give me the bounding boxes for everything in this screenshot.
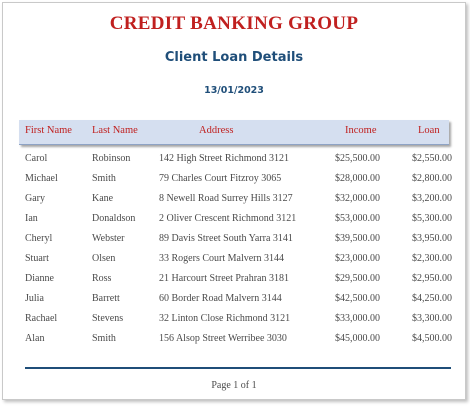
table-row [3, 193, 465, 213]
cell-loan: $2,950.00 [412, 273, 452, 284]
cell-first-name: Rachael [25, 313, 58, 324]
header-first-name: First Name [25, 125, 72, 136]
header-last-name: Last Name [92, 125, 138, 136]
table-row [3, 173, 465, 193]
cell-first-name: Ian [25, 213, 38, 224]
cell-address: 142 High Street Richmond 3121 [159, 153, 289, 164]
cell-last-name: Donaldson [92, 213, 136, 224]
cell-loan: $4,500.00 [412, 333, 452, 344]
cell-last-name: Ross [92, 273, 112, 284]
report-title: Client Loan Details [164, 50, 304, 65]
cell-loan: $3,200.00 [412, 193, 452, 204]
cell-loan: $2,300.00 [412, 253, 452, 264]
table-row [3, 273, 465, 293]
cell-income: $33,000.00 [335, 313, 380, 324]
header-address: Address [199, 125, 234, 136]
cell-address: 89 Davis Street South Yarra 3141 [159, 233, 293, 244]
header-loan: Loan [418, 125, 440, 136]
cell-income: $39,500.00 [335, 233, 380, 244]
cell-loan: $3,300.00 [412, 313, 452, 324]
cell-address: 32 Linton Close Richmond 3121 [159, 313, 291, 324]
cell-address: 79 Charles Court Fitzroy 3065 [159, 173, 282, 184]
cell-address: 60 Border Road Malvern 3144 [159, 293, 282, 304]
cell-address: 21 Harcourt Street Prahran 3181 [159, 273, 289, 284]
cell-address: 33 Rogers Court Malvern 3144 [159, 253, 284, 264]
cell-income: $25,500.00 [335, 153, 380, 164]
cell-last-name: Smith [92, 333, 116, 344]
footer-divider [25, 367, 451, 369]
cell-loan: $5,300.00 [412, 213, 452, 224]
cell-income: $45,000.00 [335, 333, 380, 344]
cell-first-name: Dianne [25, 273, 54, 284]
cell-last-name: Stevens [92, 313, 124, 324]
cell-last-name: Olsen [92, 253, 116, 264]
cell-first-name: Gary [25, 193, 45, 204]
cell-income: $29,500.00 [335, 273, 380, 284]
cell-last-name: Robinson [92, 153, 131, 164]
cell-first-name: Michael [25, 173, 58, 184]
cell-address: 8 Newell Road Surrey Hills 3127 [159, 193, 293, 204]
table-row [3, 253, 465, 273]
cell-first-name: Alan [25, 333, 45, 344]
table-row [3, 293, 465, 313]
cell-address: 156 Alsop Street Werribee 3030 [159, 333, 287, 344]
cell-address: 2 Oliver Crescent Richmond 3121 [159, 213, 297, 224]
table-row [3, 313, 465, 333]
cell-loan: $4,250.00 [412, 293, 452, 304]
table-row [3, 153, 465, 173]
cell-last-name: Webster [92, 233, 125, 244]
cell-income: $32,000.00 [335, 193, 380, 204]
header-income: Income [345, 125, 377, 136]
cell-loan: $2,800.00 [412, 173, 452, 184]
company-name: CREDIT BANKING GROUP [109, 13, 359, 34]
table-header [19, 120, 449, 145]
cell-first-name: Julia [25, 293, 44, 304]
report-page [2, 2, 466, 400]
cell-loan: $3,950.00 [412, 233, 452, 244]
cell-first-name: Carol [25, 153, 48, 164]
cell-income: $42,500.00 [335, 293, 380, 304]
cell-last-name: Kane [92, 193, 114, 204]
cell-last-name: Smith [92, 173, 116, 184]
table-row [3, 233, 465, 253]
cell-income: $28,000.00 [335, 173, 380, 184]
cell-income: $53,000.00 [335, 213, 380, 224]
table-row [3, 333, 465, 353]
report-date: 13/01/2023 [204, 85, 264, 96]
cell-income: $23,000.00 [335, 253, 380, 264]
cell-last-name: Barrett [92, 293, 120, 304]
cell-first-name: Cheryl [25, 233, 53, 244]
table-row [3, 213, 465, 233]
cell-first-name: Stuart [25, 253, 49, 264]
cell-loan: $2,550.00 [412, 153, 452, 164]
page-number: Page 1 of 1 [211, 380, 257, 391]
